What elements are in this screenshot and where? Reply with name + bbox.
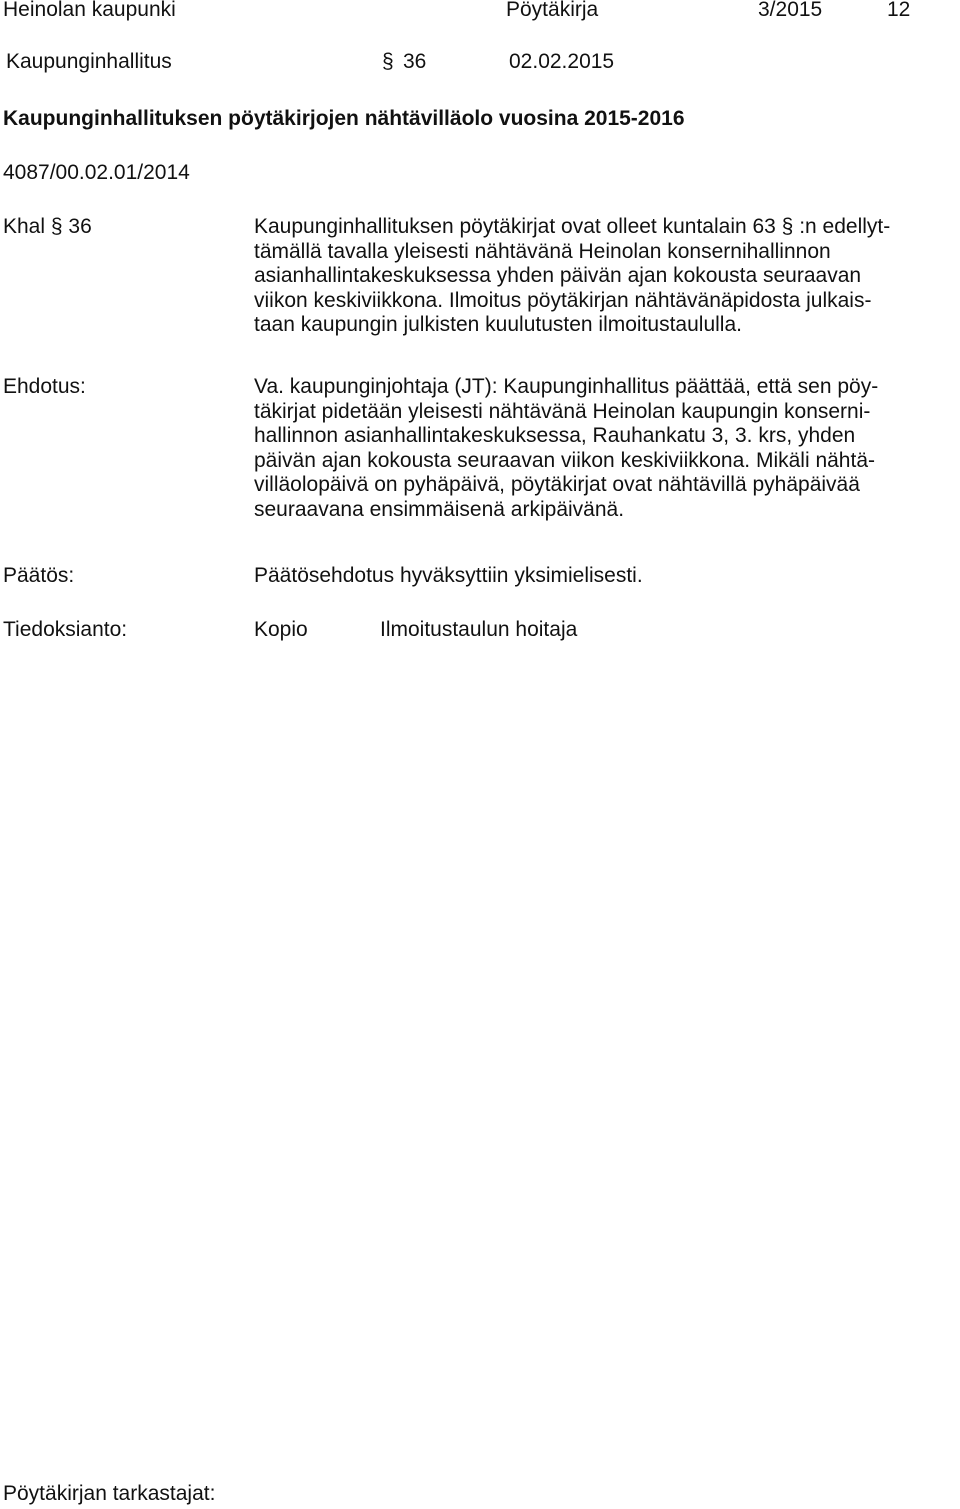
distribution-recipient: Ilmoitustaulun hoitaja bbox=[380, 618, 578, 641]
khal-line: asianhallintakeskuksessa yhden päivän ajan kokousta seuraavan bbox=[254, 264, 862, 287]
proposal-line: hallinnon asianhallintakeskuksessa, Rauhankatu 3, 3. krs, yhden bbox=[254, 424, 856, 447]
proposal-line: villäolopäivä on pyhäpäivä, pöytäkirjat ovat nähtävillä pyhäpäivää bbox=[254, 473, 860, 496]
reviewers-label: Pöytäkirjan tarkastajat: bbox=[3, 1482, 216, 1505]
khal-line: viikon keskiviikkona. Ilmoitus pöytäkirjan nähtävänäpidosta julkais- bbox=[254, 288, 872, 312]
proposal-line: päivän ajan kokousta seuraavan viikon keskiviikkona. Mikäli nähtä- bbox=[254, 448, 875, 472]
document-number: 3/2015 bbox=[758, 0, 823, 21]
khal-section: 36 bbox=[68, 215, 92, 238]
meeting-date: 02.02.2015 bbox=[509, 50, 615, 73]
org-name: Heinolan kaupunki bbox=[3, 0, 176, 21]
proposal-line: seuraavana ensimmäisenä arkipäivänä. bbox=[254, 497, 625, 521]
khal-line: tämällä tavalla yleisesti nähtävänä Heinolan konsernihallinnon bbox=[254, 239, 831, 263]
item-title: Kaupunginhallituksen pöytäkirjojen nähtävilläolo vuosina 2015-2016 bbox=[3, 107, 685, 130]
proposal-label: Ehdotus: bbox=[3, 375, 86, 398]
meeting-body: Kaupunginhallitus bbox=[6, 50, 172, 73]
section-symbol: § bbox=[382, 50, 394, 73]
decision-text: Päätösehdotus hyväksyttiin yksimielisesti. bbox=[254, 564, 643, 587]
khal-section-symbol: § bbox=[50, 215, 63, 238]
khal-label-text: Khal bbox=[3, 215, 46, 238]
proposal-line: täkirjat pidetään yleisesti nähtävänä Heinolan kaupungin konserni- bbox=[254, 399, 871, 423]
decision-label: Päätös: bbox=[3, 564, 75, 587]
document-type: Pöytäkirja bbox=[506, 0, 599, 21]
distribution-type: Kopio bbox=[254, 618, 308, 641]
khal-paragraph bbox=[254, 215, 954, 338]
proposal-paragraph bbox=[254, 375, 954, 522]
meeting-section: 36 bbox=[403, 50, 427, 73]
proposal-line: Va. kaupunginjohtaja (JT): Kaupunginhallitus päättää, että sen pöy- bbox=[254, 375, 879, 398]
khal-line: taan kaupungin julkisten kuulutusten ilmoitustaululla. bbox=[254, 313, 742, 336]
record-id: 4087/00.02.01/2014 bbox=[3, 161, 190, 184]
khal-line: Kaupunginhallituksen pöytäkirjat ovat olleet kuntalain 63 § :n edellyt- bbox=[254, 215, 891, 238]
khal-label bbox=[3, 215, 92, 240]
distribution-label: Tiedoksianto: bbox=[3, 618, 128, 641]
page-number: 12 bbox=[887, 0, 911, 21]
